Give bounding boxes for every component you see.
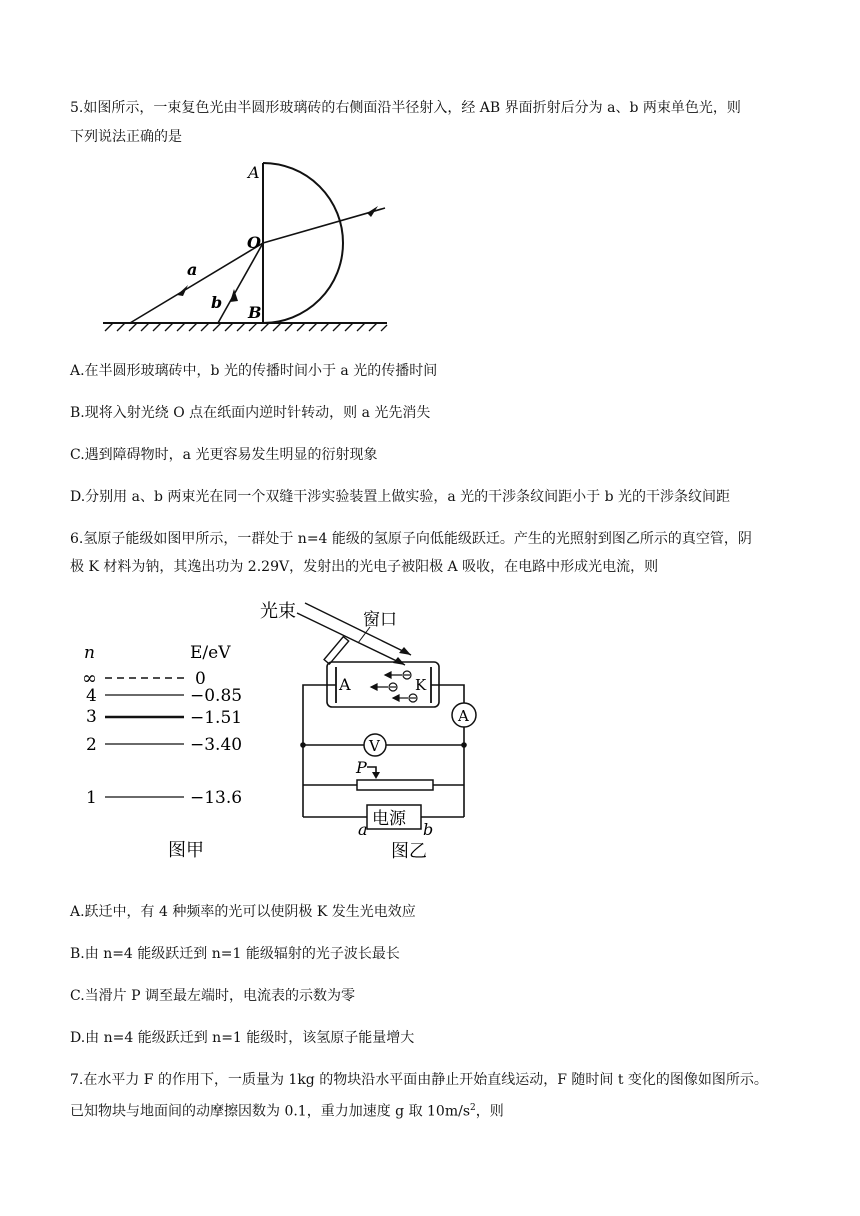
level-3-n: 3 bbox=[86, 707, 97, 727]
q5-option-b: B.现将入射光绕 O 点在纸面内逆时针转动，则 a 光先消失 bbox=[70, 405, 431, 421]
level-3-E: −1.51 bbox=[190, 708, 243, 728]
label-terminal-b: b bbox=[423, 820, 434, 839]
level-4-n: 4 bbox=[86, 686, 97, 706]
q5-stem-line1: 5.如图所示，一束复色光由半圆形玻璃砖的右侧面沿半径射入，经 AB 界面折射后分为 a、b 两束单色光，则 bbox=[70, 100, 741, 116]
label-terminal-a: a bbox=[358, 820, 368, 839]
caption-yi: 图乙 bbox=[391, 841, 427, 862]
q6-option-b: B.由 n=4 能级跃迁到 n=1 能级辐射的光子波长最长 bbox=[70, 946, 400, 962]
label-b: b bbox=[211, 293, 223, 312]
label-ammeter: A bbox=[458, 707, 469, 725]
q5-option-d: D.分别用 a、b 两束光在同一个双缝干涉实验装置上做实验，a 光的干涉条纹间距小于 b 光的干涉条纹间距 bbox=[70, 489, 731, 505]
header-E: E/eV bbox=[190, 643, 231, 663]
q5-option-a: A.在半圆形玻璃砖中，b 光的传播时间小于 a 光的传播时间 bbox=[70, 363, 438, 379]
energy-level-diagram bbox=[80, 640, 260, 870]
label-voltmeter: V bbox=[369, 737, 380, 755]
q5-option-c: C.遇到障碍物时，a 光更容易发生明显的衍射现象 bbox=[70, 447, 378, 463]
label-a: a bbox=[187, 260, 198, 279]
q5-stem-line2: 下列说法正确的是 bbox=[70, 129, 182, 145]
level-2-n: 2 bbox=[86, 735, 97, 755]
q6-option-d: D.由 n=4 能级跃迁到 n=1 能级时，该氢原子能量增大 bbox=[70, 1030, 415, 1046]
photoelectric-circuit bbox=[255, 595, 490, 865]
level-inf-n: ∞ bbox=[82, 668, 97, 689]
label-light-beam: 光束 bbox=[260, 601, 296, 622]
q7-stem-line1: 7.在水平力 F 的作用下，一质量为 1kg 的物块沿水平面由静止开始直线运动，F 随时间 t 变化的图像如图所示。 bbox=[70, 1072, 768, 1088]
label-cathode: K bbox=[415, 676, 427, 694]
caption-jia: 图甲 bbox=[168, 840, 204, 861]
level-inf-E: 0 bbox=[195, 669, 206, 689]
level-1-n: 1 bbox=[86, 788, 97, 808]
q6-option-c: C.当滑片 P 调至最左端时，电流表的示数为零 bbox=[70, 988, 355, 1004]
q6-stem-line1: 6.氢原子能级如图甲所示，一群处于 n=4 能级的氢原子向低能级跃迁。产生的光照射到图乙所示的真空管，阴 bbox=[70, 531, 752, 547]
label-B: B bbox=[248, 303, 262, 322]
q7-stem-line2 bbox=[70, 1098, 504, 1122]
level-4-E: −0.85 bbox=[190, 686, 243, 706]
label-O: O bbox=[247, 233, 261, 252]
label-power: 电源 bbox=[372, 809, 406, 829]
header-n: n bbox=[84, 643, 95, 663]
q6-option-a: A.跃迁中，有 4 种频率的光可以使阴极 K 发生光电效应 bbox=[70, 904, 416, 920]
level-1-E: −13.6 bbox=[190, 788, 243, 808]
q6-stem-line2: 极 K 材料为钠，其逸出功为 2.29V，发射出的光电子被阳极 A 吸收，在电路中形成光电流，则 bbox=[70, 559, 659, 575]
label-anode: A bbox=[339, 675, 351, 694]
q7-stem-line2-end: ，则 bbox=[475, 1103, 504, 1120]
q7-stem-line2-text: 已知物块与地面间的动摩擦因数为 0.1，重力加速度 g 取 10m/s bbox=[70, 1103, 471, 1120]
level-2-E: −3.40 bbox=[190, 735, 243, 755]
label-window: 窗口 bbox=[363, 610, 397, 630]
q7-superscript: 2 bbox=[470, 1103, 476, 1113]
label-A: A bbox=[248, 163, 260, 182]
label-slider: P bbox=[356, 758, 367, 777]
q5-refraction-figure bbox=[95, 160, 395, 332]
